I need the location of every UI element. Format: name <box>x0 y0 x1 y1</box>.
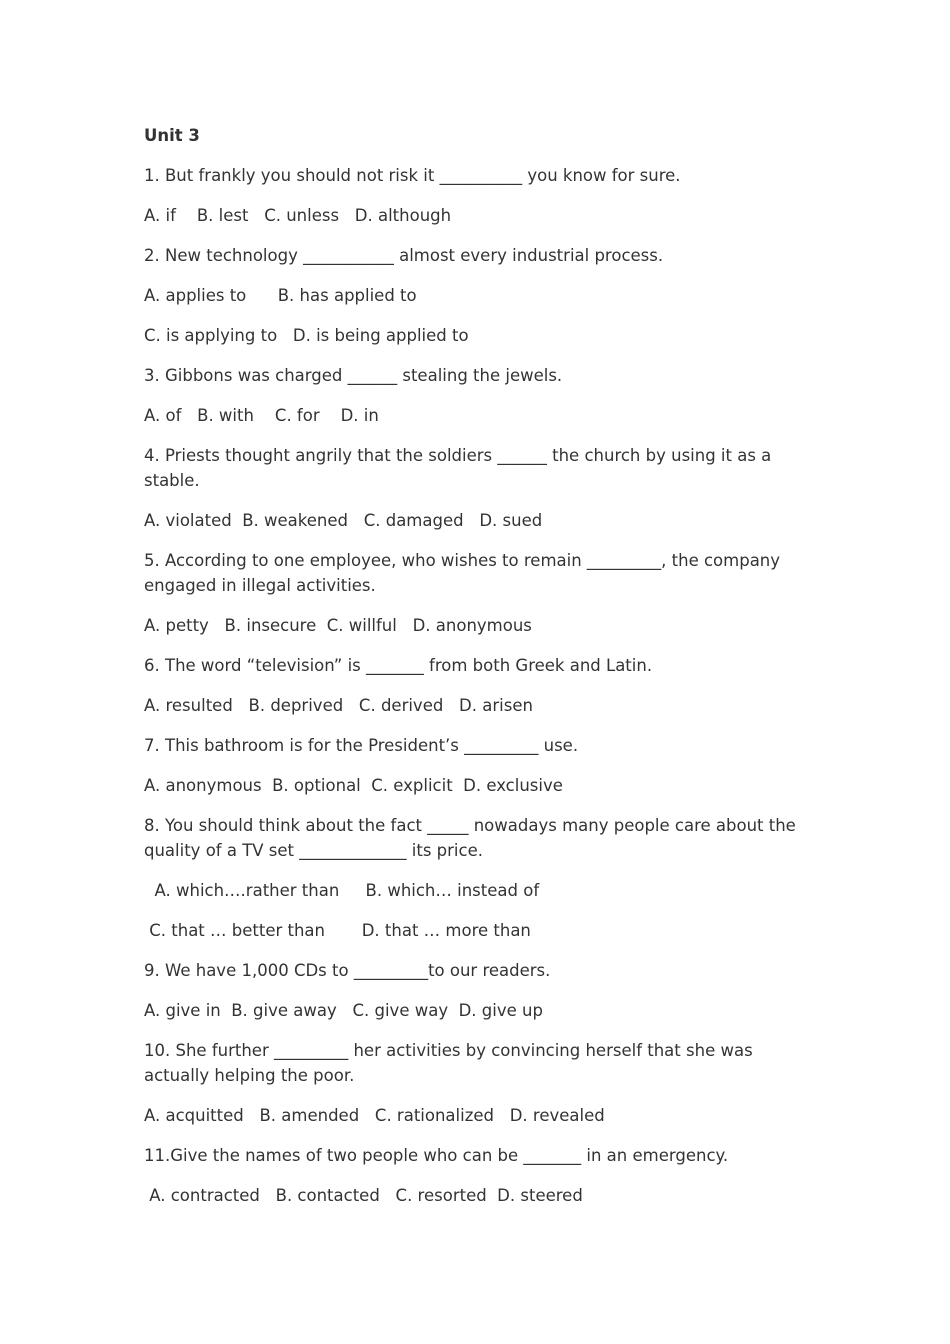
question-8: 8. You should think about the fact _____ nowadays many people care about the quality of a TV set _____________ its price. <box>144 816 802 860</box>
question-2-options-cd: C. is applying to D. is being applied to <box>144 326 469 345</box>
question-7-options: A. anonymous B. optional C. explicit D. exclusive <box>144 776 563 795</box>
question-6-options: A. resulted B. deprived C. derived D. arisen <box>144 696 533 715</box>
question-3-options: A. of B. with C. for D. in <box>144 406 379 425</box>
document-page <box>144 123 806 1223</box>
question-1: 1. But frankly you should not risk it __________ you know for sure. <box>144 166 681 185</box>
question-10-options: A. acquitted B. amended C. rationalized D. revealed <box>144 1106 605 1125</box>
question-9-options: A. give in B. give away C. give way D. give up <box>144 1001 543 1020</box>
question-1-options: A. if B. lest C. unless D. although <box>144 206 452 225</box>
question-11-options: A. contracted B. contacted C. resorted D. steered <box>144 1186 583 1205</box>
page-title: Unit 3 <box>144 126 200 145</box>
question-6: 6. The word “television” is _______ from both Greek and Latin. <box>144 656 653 675</box>
question-8-options-ab: A. which….rather than B. which… instead of <box>144 881 540 900</box>
question-9: 9. We have 1,000 CDs to _________to our readers. <box>144 961 551 980</box>
question-11: 11.Give the names of two people who can be _______ in an emergency. <box>144 1146 729 1165</box>
question-7: 7. This bathroom is for the President’s _________ use. <box>144 736 579 755</box>
question-2: 2. New technology ___________ almost every industrial process. <box>144 246 664 265</box>
question-2-options-ab: A. applies to B. has applied to <box>144 286 417 305</box>
question-10: 10. She further _________ her activities by convincing herself that she was actually helping the poor. <box>144 1041 758 1085</box>
question-4: 4. Priests thought angrily that the soldiers ______ the church by using it as a stable. <box>144 446 777 490</box>
question-5: 5. According to one employee, who wishes to remain _________, the company engaged in illegal activities. <box>144 551 786 595</box>
question-4-options: A. violated B. weakened C. damaged D. sued <box>144 511 543 530</box>
question-5-options: A. petty B. insecure C. willful D. anonymous <box>144 616 532 635</box>
question-3: 3. Gibbons was charged ______ stealing the jewels. <box>144 366 563 385</box>
question-8-options-cd: C. that … better than D. that … more than <box>144 921 531 940</box>
